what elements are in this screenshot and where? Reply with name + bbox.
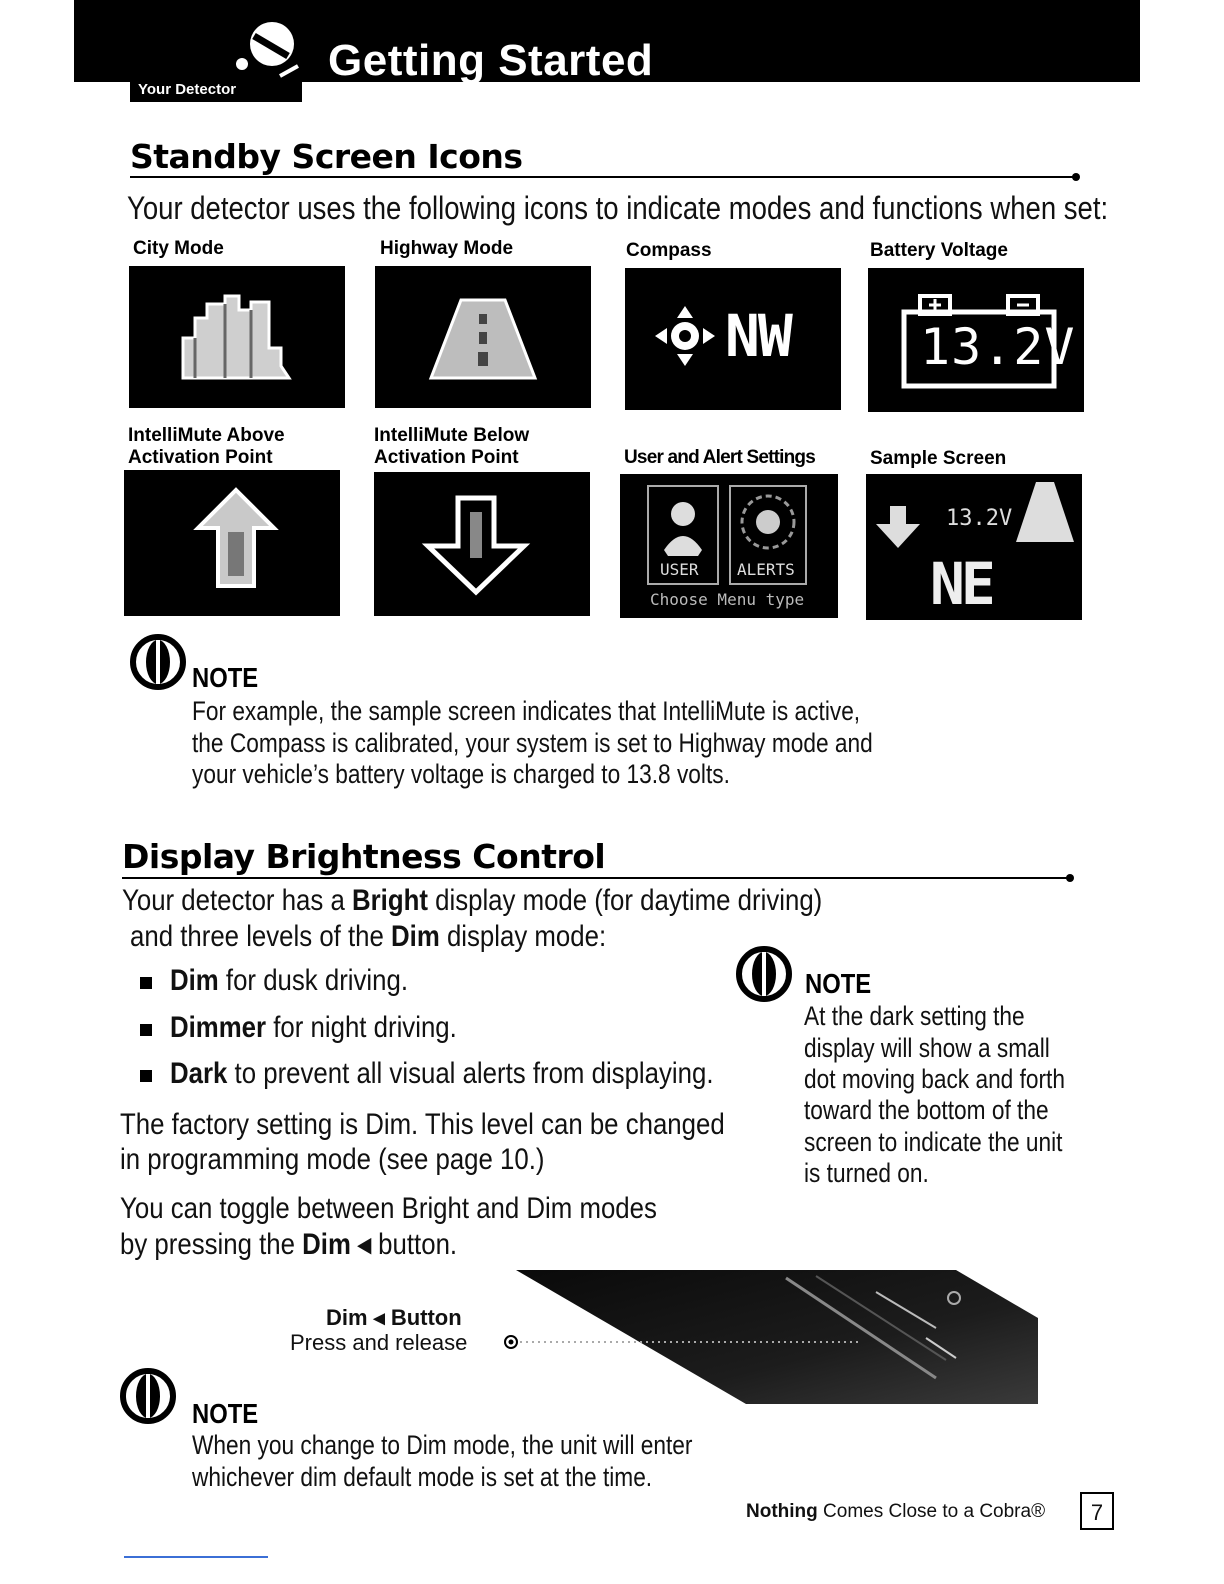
page-number: 7: [1080, 1492, 1114, 1530]
note-line: At the dark setting the: [804, 1001, 1025, 1031]
note-line: the Compass is calibrated, your system is set to Highway mode and: [192, 728, 873, 758]
section-tab: [130, 78, 302, 102]
user-icon: [664, 502, 702, 556]
user-alert-settings-screen: [620, 474, 838, 618]
detector-icon: [232, 18, 302, 85]
note-line: For example, the sample screen indicates that IntelliMute is active,: [192, 696, 861, 726]
sample-intellimute-icon: [876, 506, 920, 548]
intro-1-post: display mode (for daytime driving): [427, 884, 823, 917]
sample-screen: [866, 474, 1082, 620]
intellimute-below-screen: [374, 472, 590, 616]
intellimute-below-label: [374, 425, 529, 469]
user-menu-label: USER: [660, 560, 699, 579]
up-arrow-icon: [124, 470, 340, 616]
compass-heading-text: NW: [725, 302, 791, 370]
dim-button-callout-marker: [504, 1334, 864, 1355]
bullet-item: [170, 964, 408, 998]
battery-voltage-label: Battery Voltage: [870, 240, 1008, 261]
city-icon: [129, 266, 345, 408]
note-line: dot moving back and forth: [804, 1064, 1065, 1094]
bullet-bold: Dim: [170, 964, 219, 997]
bullet-text: to prevent all visual alerts from displaying.: [227, 1057, 714, 1090]
highway-icon: [375, 266, 591, 408]
factory-line-1: The factory setting is Dim. This level can be changed: [120, 1108, 725, 1141]
note-line: is turned on.: [804, 1158, 929, 1188]
note-title: NOTE: [805, 968, 872, 999]
standby-rule: [130, 176, 1076, 178]
note-line: When you change to Dim mode, the unit will enter: [192, 1430, 693, 1460]
sample-highway-icon: [1016, 482, 1074, 542]
bullet-bold: Dimmer: [170, 1011, 267, 1044]
compass-label: Compass: [626, 240, 712, 261]
toggle-2-pre: by pressing the: [120, 1228, 303, 1261]
dim-button-sublabel: Press and release: [290, 1330, 468, 1355]
bullet-icon: [140, 977, 152, 989]
intellimute-above-screen: [124, 470, 340, 616]
toggle-2-bold: Dim ◂: [302, 1228, 372, 1261]
highway-mode-screen: [375, 266, 591, 408]
sample-screen-label: Sample Screen: [870, 448, 1007, 469]
brightness-intro-2: [130, 920, 606, 954]
city-mode-screen: [129, 266, 345, 408]
intro-1-pre: Your detector has a: [122, 884, 352, 917]
user-alert-settings-label: User and Alert Settings: [624, 447, 815, 468]
battery-voltage-value: 13.2V: [920, 318, 1076, 376]
intellimute-above-label: [128, 425, 285, 469]
note-line: your vehicle’s battery voltage is charged to 13.8 volts.: [192, 759, 730, 789]
note-line: whichever dim default mode is set at the time.: [192, 1462, 653, 1492]
intro-2-bold: Dim: [391, 920, 440, 953]
compass-screen: [625, 268, 841, 410]
footer-tag-bold: Nothing: [746, 1501, 818, 1522]
note-title: NOTE: [192, 1398, 259, 1429]
choose-menu-prompt: Choose Menu type: [650, 590, 805, 609]
compass-icon: [655, 306, 715, 366]
sample-heading: NE: [930, 550, 992, 618]
brightness-heading: Display Brightness Control: [122, 837, 606, 876]
intellimute-below-label-line1: IntelliMute Below: [374, 425, 530, 446]
footer-tagline: [746, 1501, 1045, 1523]
note-line: toward the bottom of the: [804, 1095, 1049, 1125]
footer-tag-rest: Comes Close to a Cobra®: [817, 1501, 1046, 1522]
bullet-icon: [140, 1070, 152, 1082]
bullet-item: [170, 1057, 714, 1091]
note-icon: [120, 1368, 176, 1424]
toggle-2-post: button.: [371, 1228, 458, 1261]
highway-mode-label: Highway Mode: [380, 238, 514, 259]
factory-line-2: in programming mode (see page 10.): [120, 1143, 545, 1176]
bullet-bold: Dark: [170, 1057, 228, 1090]
dim-button-label: Dim ◂ Button: [326, 1305, 462, 1330]
note-icon: [736, 946, 792, 1002]
standby-intro: Your detector uses the following icons to indicate modes and functions when set:: [127, 190, 1109, 226]
bullet-icon: [140, 1024, 152, 1036]
down-arrow-icon: [374, 472, 590, 616]
battery-voltage-screen: [868, 268, 1084, 412]
section-tab-label: Your Detector: [138, 81, 237, 98]
toggle-line-2: [120, 1227, 457, 1262]
intellimute-above-label-line1: IntelliMute Above: [128, 425, 285, 446]
note-title: NOTE: [192, 662, 259, 693]
note-line: screen to indicate the unit: [804, 1127, 1063, 1157]
note-line: display will show a small: [804, 1033, 1050, 1063]
bullet-text: for dusk driving.: [218, 964, 409, 997]
bottom-rule: [124, 1556, 268, 1558]
alerts-icon: [742, 496, 794, 548]
note-icon: [130, 634, 186, 690]
intro-2-pre: and three levels of the: [130, 920, 392, 953]
page-title: Getting Started: [328, 36, 654, 85]
intro-2-post: display mode:: [439, 920, 607, 953]
toggle-line-1: You can toggle between Bright and Dim modes: [120, 1192, 657, 1225]
city-mode-label: City Mode: [133, 238, 224, 259]
intellimute-above-label-line2: Activation Point: [128, 447, 273, 468]
intellimute-below-label-line2: Activation Point: [374, 447, 519, 468]
intro-1-bold: Bright: [351, 884, 428, 917]
sample-voltage: 13.2V: [946, 506, 1013, 531]
brightness-rule: [122, 877, 1070, 879]
brightness-intro-1: [122, 884, 822, 918]
alerts-menu-label: ALERTS: [737, 560, 795, 579]
bullet-text: for night driving.: [266, 1011, 457, 1044]
standby-heading: Standby Screen Icons: [130, 137, 523, 176]
bullet-item: [170, 1011, 457, 1045]
